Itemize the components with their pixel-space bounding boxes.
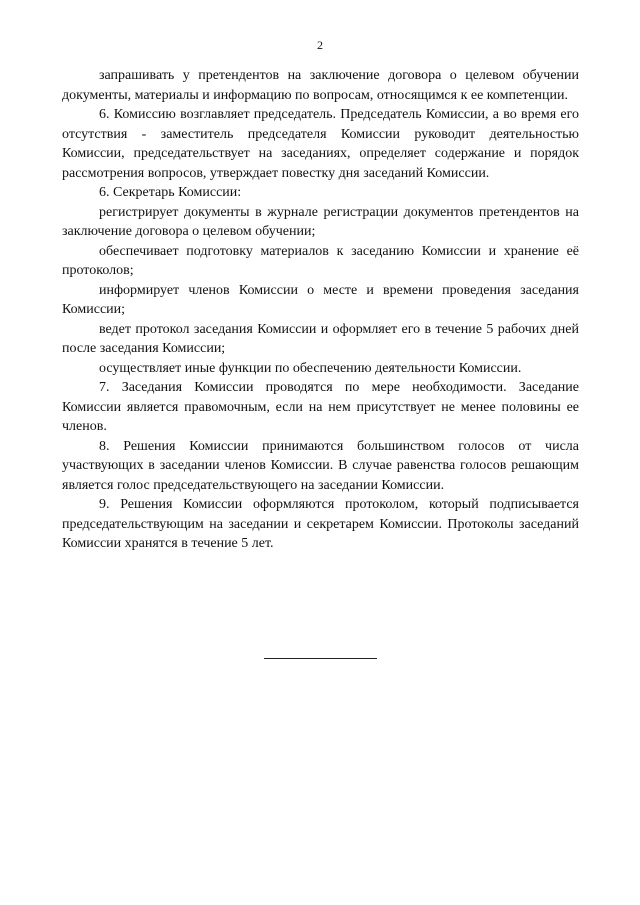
- paragraph-secretary-registers: регистрирует документы в журнале регистрации документов претендентов на заключение договора о целевом обучении;: [62, 204, 579, 239]
- paragraph-secretary-heading: 6. Секретарь Комиссии:: [99, 185, 242, 200]
- paragraph-protocols: 9. Решения Комиссии оформляются протоколом, который подписывается председательствующим на заседании и секретарем Комиссии. Протоколы заседаний Комиссии хранятся в течение 5 лет.: [62, 497, 579, 551]
- paragraph-decisions: 8. Решения Комиссии принимаются большинством голосов от числа участвующих в заседании членов Комиссии. В случае равенства голосов решающим является голос председательствующего на заседании Комиссии.: [62, 438, 579, 493]
- paragraph-secretary-other: осуществляет иные функции по обеспечению деятельности Комиссии.: [99, 360, 522, 376]
- paragraph-meetings: 7. Заседания Комиссии проводятся по мере необходимости. Заседание Комиссии является правомочным, если на нем присутствует не менее половины ее членов.: [62, 380, 579, 434]
- paragraph-secretary-informs: информирует членов Комиссии о месте и времени проведения заседания Комиссии;: [62, 282, 579, 317]
- paragraph-secretary-prepares: обеспечивает подготовку материалов к заседанию Комиссии и хранение её протоколов;: [62, 243, 579, 278]
- end-divider-line: [264, 658, 377, 659]
- document-body: [62, 66, 579, 554]
- paragraph-1-continuation: запрашивать у претендентов на заключение договора о целевом обучении документы, материалы и информацию по вопросам, относящимся к ее компетенции.: [62, 68, 579, 103]
- page-number: 2: [317, 38, 323, 52]
- paragraph-secretary-minutes: ведет протокол заседания Комиссии и оформляет его в течение 5 рабочих дней после заседания Комиссии;: [62, 321, 579, 356]
- paragraph-chairman: 6. Комиссию возглавляет председатель. Председатель Комиссии, а во время его отсутствия - заместитель председателя Комиссии руководит деятельностью Комиссии, председательствует на заседаниях, определяет содержание и порядок рассмотрения вопросов, утверждает повестку дня заседаний Комиссии.: [62, 107, 579, 181]
